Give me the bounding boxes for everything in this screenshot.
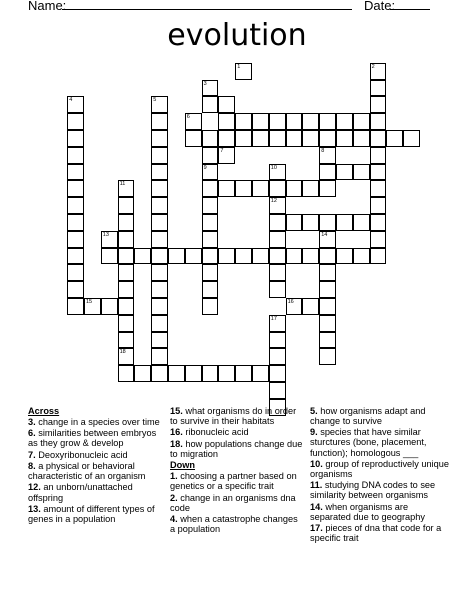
grid-cell[interactable] [151,113,168,130]
clue-number: 14 [321,231,328,238]
grid-cell-numbered[interactable] [84,298,101,315]
across-heading: Across [28,406,60,416]
clue-number: 1 [237,63,241,70]
grid-cell[interactable] [336,130,353,147]
clue-text: species that have similar sturctures (bone, placement, function); homologous ___ [310,427,427,458]
grid-cell[interactable] [269,180,286,197]
clue-number: 5. [310,406,321,416]
grid-cell[interactable] [269,113,286,130]
grid-cell[interactable] [218,365,235,382]
grid-cell[interactable] [185,130,202,147]
grid-cell[interactable] [202,96,219,113]
grid-cell[interactable] [370,197,387,214]
grid-cell[interactable] [386,130,403,147]
grid-cell[interactable] [134,365,151,382]
grid-cell[interactable] [370,248,387,265]
clue-item [310,427,450,457]
clue-item [28,450,168,460]
grid-cell[interactable] [101,298,118,315]
grid-cell[interactable] [151,180,168,197]
grid-cell[interactable] [353,214,370,231]
grid-cell[interactable] [218,113,235,130]
clue-number: 10 [270,164,277,171]
grid-cell[interactable] [353,130,370,147]
clue-item [170,493,305,513]
clue-item [310,502,450,522]
clue-number: 7 [220,147,224,154]
grid-cell[interactable] [118,231,135,248]
grid-cell[interactable] [353,113,370,130]
clue-column-1 [28,406,168,525]
grid-cell[interactable] [319,298,336,315]
grid-cell[interactable] [252,365,269,382]
grid-cell[interactable] [118,197,135,214]
grid-cell[interactable] [319,348,336,365]
grid-cell-numbered[interactable] [101,231,118,248]
grid-cell-numbered[interactable] [269,315,286,332]
grid-cell[interactable] [101,248,118,265]
clue-item [310,480,450,500]
clue-text: Deoxyribonucleic acid [38,449,128,460]
clue-number: 16 [287,299,294,305]
clue-number: 17 [270,315,277,322]
grid-cell[interactable] [336,164,353,181]
grid-cell[interactable] [235,248,252,265]
down-heading: Down [170,460,196,471]
grid-cell[interactable] [151,315,168,332]
clue-text: when a catastrophe changes a population [170,513,298,534]
clue-text: change in an organisms dna code [170,492,296,513]
grid-cell[interactable] [252,180,269,197]
grid-cell[interactable] [118,365,135,382]
grid-cell[interactable] [353,248,370,265]
clue-item [310,459,450,479]
clue-text: how organisms adapt and change to survive [310,406,426,427]
grid-cell[interactable] [319,248,336,265]
grid-cell[interactable] [118,264,135,281]
grid-cell[interactable] [151,214,168,231]
grid-cell[interactable] [67,130,84,147]
grid-cell[interactable] [67,113,84,130]
grid-cell[interactable] [269,348,286,365]
clue-number: 18. [170,438,186,449]
grid-cell[interactable] [370,130,387,147]
clue-number: 13 [102,231,109,238]
grid-cell[interactable] [269,264,286,281]
grid-cell[interactable] [269,332,286,349]
grid-cell[interactable] [286,214,303,231]
grid-cell[interactable] [151,281,168,298]
grid-cell[interactable] [370,80,387,97]
grid-cell[interactable] [118,298,135,315]
grid-cell[interactable] [235,130,252,147]
clue-column-2 [170,406,305,535]
grid-cell[interactable] [134,248,151,265]
clue-item [28,417,168,427]
grid-cell[interactable] [202,197,219,214]
grid-cell[interactable] [151,248,168,265]
grid-cell[interactable] [286,180,303,197]
grid-cell[interactable] [202,264,219,281]
grid-cell[interactable] [302,113,319,130]
grid-cell[interactable] [252,113,269,130]
grid-cell[interactable] [403,130,420,147]
clue-number: 9 [203,164,207,171]
clue-text: a physical or behavioral characteristic of an organism [28,461,146,482]
clue-item [28,504,168,524]
grid-cell[interactable] [336,113,353,130]
grid-cell[interactable] [202,281,219,298]
grid-cell[interactable] [67,164,84,181]
grid-cell-numbered[interactable] [202,164,219,181]
grid-cell[interactable] [302,180,319,197]
clue-text: choosing a partner based on genetics or a specific trait [170,471,297,492]
grid-cell-numbered[interactable] [118,348,135,365]
grid-cell[interactable] [302,130,319,147]
clue-text: amount of different types of genes in a population [28,503,155,524]
grid-cell[interactable] [370,231,387,248]
clue-number: 14. [310,501,326,512]
clue-number: 11 [119,181,126,188]
grid-cell[interactable] [218,180,235,197]
grid-cell[interactable] [67,248,84,265]
grid-cell[interactable] [252,130,269,147]
grid-cell[interactable] [202,298,219,315]
grid-cell[interactable] [286,248,303,265]
grid-cell[interactable] [218,130,235,147]
grid-cell[interactable] [168,248,185,265]
grid-cell[interactable] [67,147,84,164]
grid-cell[interactable] [67,298,84,315]
grid-cell[interactable] [118,332,135,349]
grid-cell[interactable] [286,113,303,130]
grid-cell[interactable] [302,298,319,315]
grid-cell-numbered[interactable] [118,180,135,197]
clue-number: 5 [153,97,157,104]
grid-cell[interactable] [151,365,168,382]
grid-cell-numbered[interactable] [185,113,202,130]
grid-cell[interactable] [252,248,269,265]
grid-cell[interactable] [151,348,168,365]
grid-cell-numbered[interactable] [370,63,387,80]
clue-text: how populations change due to migration [170,438,303,459]
grid-cell[interactable] [370,96,387,113]
clue-number: 8 [321,147,325,154]
grid-cell[interactable] [67,214,84,231]
grid-cell[interactable] [218,248,235,265]
grid-cell-numbered[interactable] [319,147,336,164]
clue-number: 6 [186,114,190,121]
grid-cell[interactable] [302,214,319,231]
grid-cell[interactable] [336,248,353,265]
grid-cell[interactable] [370,180,387,197]
clue-text: group of reproductively unique organisms [310,458,449,479]
clue-item [170,514,305,534]
grid-cell[interactable] [286,130,303,147]
grid-cell[interactable] [269,214,286,231]
grid-cell-numbered[interactable] [269,197,286,214]
clue-number: 2 [371,63,375,70]
grid-cell[interactable] [319,164,336,181]
grid-cell[interactable] [151,130,168,147]
grid-cell[interactable] [370,147,387,164]
grid-cell[interactable] [370,164,387,181]
grid-cell[interactable] [235,180,252,197]
clue-text: studying DNA codes to see similarity between organisms [310,480,436,501]
grid-cell[interactable] [319,264,336,281]
clue-item [310,406,450,426]
clue-item [170,427,305,437]
grid-cell[interactable] [151,298,168,315]
grid-cell[interactable] [202,147,219,164]
grid-cell[interactable] [269,248,286,265]
clue-number: 1. [170,471,181,482]
name-label: Name: [28,0,67,13]
grid-cell[interactable] [151,164,168,181]
clue-number: 15. [170,406,186,416]
clue-number: 17. [310,522,326,533]
grid-cell-numbered[interactable] [269,164,286,181]
clue-text: pieces of dna that code for a specific trait [310,522,442,544]
clue-text: change in a species over time [38,417,160,428]
grid-cell[interactable] [235,365,252,382]
clue-text: similarities between embryos as they grow & develop [28,428,157,449]
grid-cell[interactable] [218,96,235,113]
grid-cell[interactable] [202,130,219,147]
grid-cell[interactable] [370,113,387,130]
grid-cell[interactable] [118,214,135,231]
grid-cell[interactable] [118,248,135,265]
grid-cell[interactable] [269,365,286,382]
grid-cell[interactable] [235,113,252,130]
grid-cell[interactable] [202,180,219,197]
clue-number: 12. [28,482,44,493]
grid-cell-numbered[interactable] [319,231,336,248]
grid-cell[interactable] [118,281,135,298]
grid-cell[interactable] [302,248,319,265]
clue-number: 4 [69,97,73,104]
grid-cell[interactable] [319,130,336,147]
grid-cell[interactable] [67,231,84,248]
grid-cell[interactable] [67,197,84,214]
clue-number: 18 [119,349,126,356]
clue-number: 6. [28,428,39,439]
grid-cell[interactable] [118,315,135,332]
clue-number: 3 [203,80,207,87]
grid-cell[interactable] [319,281,336,298]
clue-text: what organisms do in order to survive in their habitats [170,406,297,427]
clue-number: 8. [28,461,39,472]
clue-number: 13. [28,503,44,514]
clue-item [28,482,168,502]
grid-cell[interactable] [319,332,336,349]
clue-number: 15 [86,299,93,305]
grid-cell[interactable] [185,248,202,265]
grid-cell[interactable] [151,197,168,214]
grid-cell[interactable] [269,231,286,248]
date-label: Date: [364,0,396,13]
grid-cell[interactable] [185,365,202,382]
grid-cell-numbered[interactable] [202,80,219,97]
grid-cell[interactable] [151,332,168,349]
grid-cell[interactable] [67,180,84,197]
grid-cell[interactable] [336,214,353,231]
grid-cell[interactable] [67,264,84,281]
grid-cell[interactable] [67,281,84,298]
grid-cell[interactable] [168,365,185,382]
clue-item [170,471,305,491]
clue-number: 16. [170,427,186,438]
grid-cell[interactable] [353,164,370,181]
clue-item [170,406,305,426]
clue-number: 12 [270,198,277,205]
grid-cell-numbered[interactable] [218,147,235,164]
grid-cell[interactable] [151,231,168,248]
grid-cell[interactable] [269,130,286,147]
grid-cell[interactable] [151,264,168,281]
grid-cell-numbered[interactable] [286,298,303,315]
grid-cell[interactable] [370,214,387,231]
clue-text: an unborn/unattached offspring [28,482,133,503]
clue-item [170,439,305,459]
clue-item [28,428,168,448]
grid-cell[interactable] [319,315,336,332]
grid-cell[interactable] [151,147,168,164]
grid-cell[interactable] [202,248,219,265]
grid-cell[interactable] [319,214,336,231]
clue-text: when organisms are separated due to geography [310,501,425,522]
grid-cell[interactable] [202,231,219,248]
clue-column-3 [310,406,450,544]
grid-cell-numbered[interactable] [67,96,84,113]
clue-number: 10. [310,458,326,469]
clue-item [28,461,168,481]
clue-number: 3. [28,417,39,428]
clue-number: 7. [28,449,39,460]
grid-cell[interactable] [269,382,286,399]
clue-number: 4. [170,513,181,524]
clue-number: 11. [310,480,325,491]
grid-cell[interactable] [269,281,286,298]
clue-number: 9. [310,427,321,438]
clue-number: 2. [170,492,181,503]
grid-cell-numbered[interactable] [235,63,252,80]
clue-text: ribonucleic acid [185,427,249,438]
grid-cell[interactable] [319,113,336,130]
clue-item [310,523,450,543]
grid-cell[interactable] [319,180,336,197]
grid-cell[interactable] [202,365,219,382]
grid-cell[interactable] [202,214,219,231]
puzzle-title: evolution [167,18,307,53]
grid-cell-numbered[interactable] [151,96,168,113]
